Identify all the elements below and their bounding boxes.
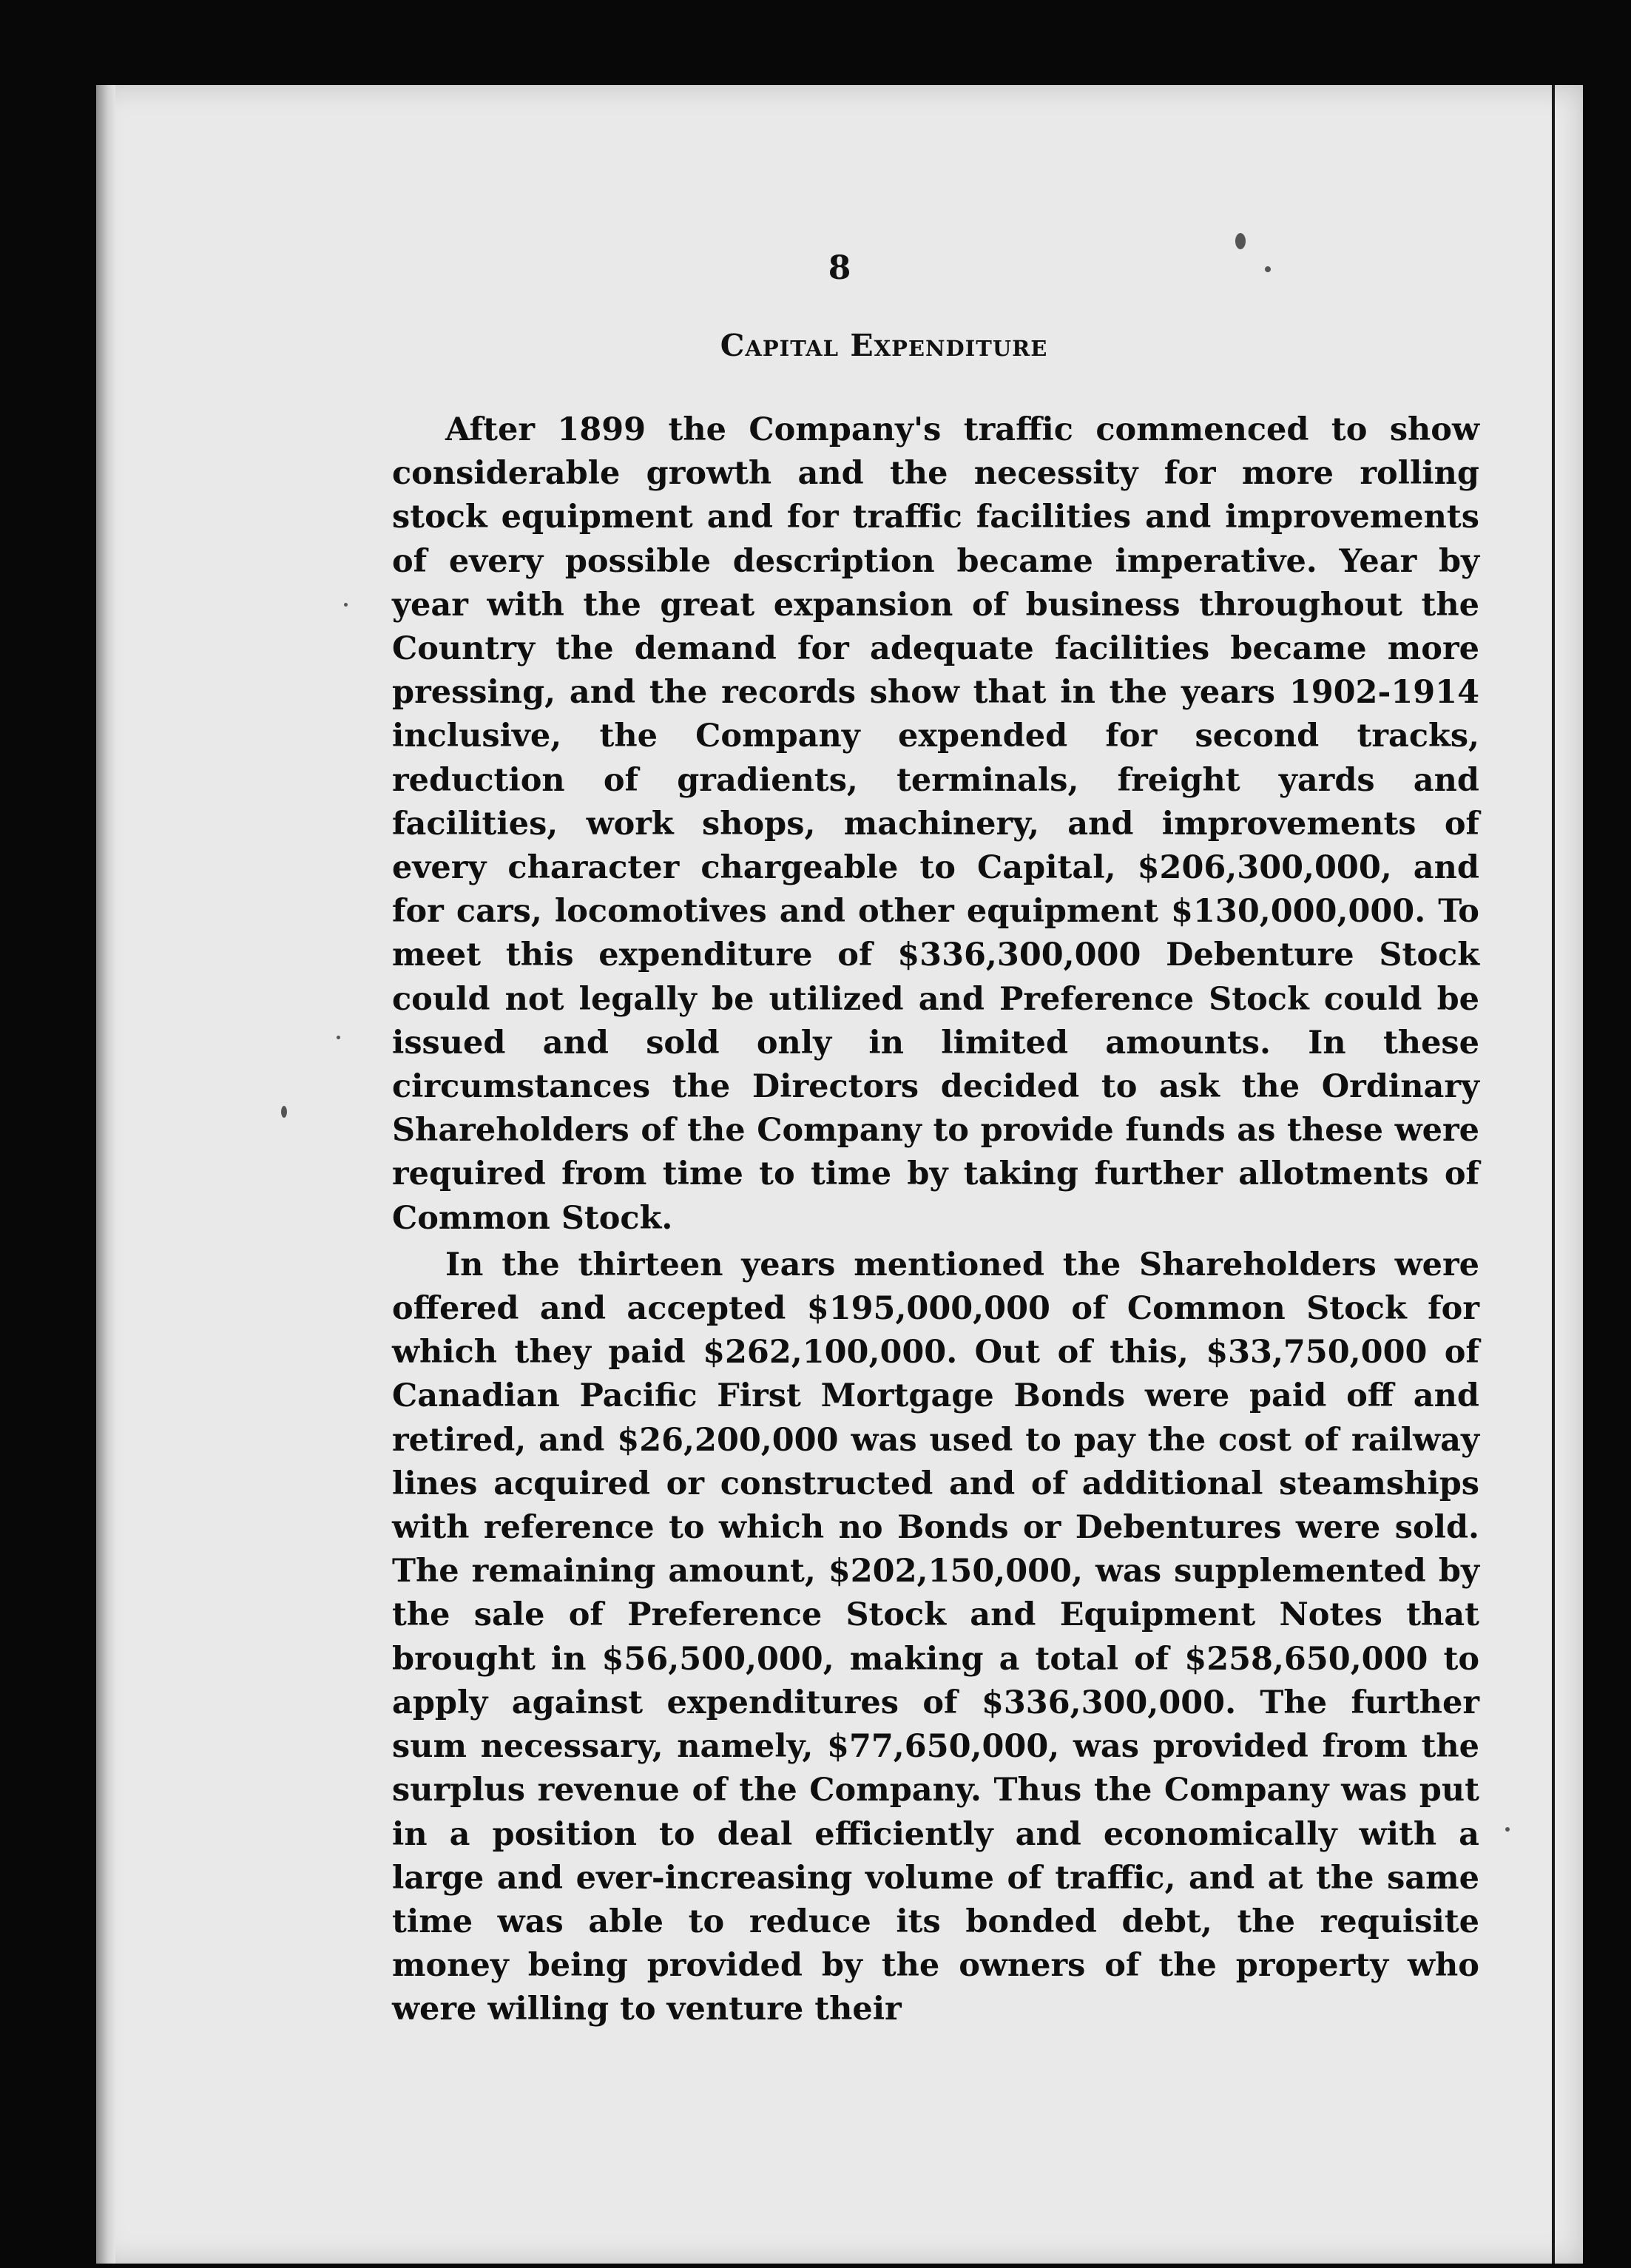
document-page: [96, 85, 1583, 2264]
page-left-edge: [96, 85, 115, 2264]
dust-speck: [1235, 233, 1246, 249]
page-fold-line: [1552, 85, 1555, 2264]
paragraph-1: After 1899 the Company's traffic commenced to show considerable growth and the necessity for more rolling stock equipment and for traffic facilities and improvements of every possible description became imperative. Year by year with the great expansion of business throughout the Country the demand for adequate facilities became more pressing, and the records show that in the years 1902-1914 inclusive, the Company expended for second tracks, reduction of gradients, terminals, freight yards and facilities, work shops, machinery, and improvements of every character chargeable to Capital, $206,300,000, and for cars, locomotives and other equipment $130,000,000. To meet this expenditure of $336,300,000 Debenture Stock could not legally be utilized and Preference Stock could be issued and sold only in limited amounts. In these circumstances the Directors decided to ask the Ordinary Shareholders of the Company to provide funds as these were required from time to time by taking further allotments of Common Stock.: [392, 411, 1479, 1237]
dust-speck: [1265, 266, 1271, 272]
paragraph-2: In the thirteen years mentioned the Shareholders were offered and accepted $195,000,000 of Common Stock for which they paid $262,100,000. Out of this, $33,750,000 of Canadian Pacific First Mortgage Bonds were paid off and retired, and $26,200,000 was used to pay the cost of railway lines acquired or constructed and of additional steamships with reference to which no Bonds or Debentures were sold. The remaining amount, $202,150,000, was supplemented by the sale of Preference Stock and Equipment Notes that brought in $56,500,000, making a total of $258,650,000 to apply against expenditures of $336,300,000. The further sum necessary, namely, $77,650,000, was provided from the surplus revenue of the Company. Thus the Company was put in a position to deal efficiently and economically with a large and ever-increasing volume of traffic, and at the same time was able to reduce its bonded debt, the requisite money being provided by the owners of the property who were willing to venture their: [392, 1246, 1479, 2028]
body-text: [392, 408, 1479, 2032]
dust-speck: [337, 1036, 340, 1039]
dust-speck: [344, 603, 348, 607]
dust-speck: [281, 1106, 287, 1118]
dust-speck: [1505, 1827, 1510, 1832]
section-heading: Capital Expenditure: [720, 328, 1048, 363]
page-number: 8: [828, 249, 851, 287]
